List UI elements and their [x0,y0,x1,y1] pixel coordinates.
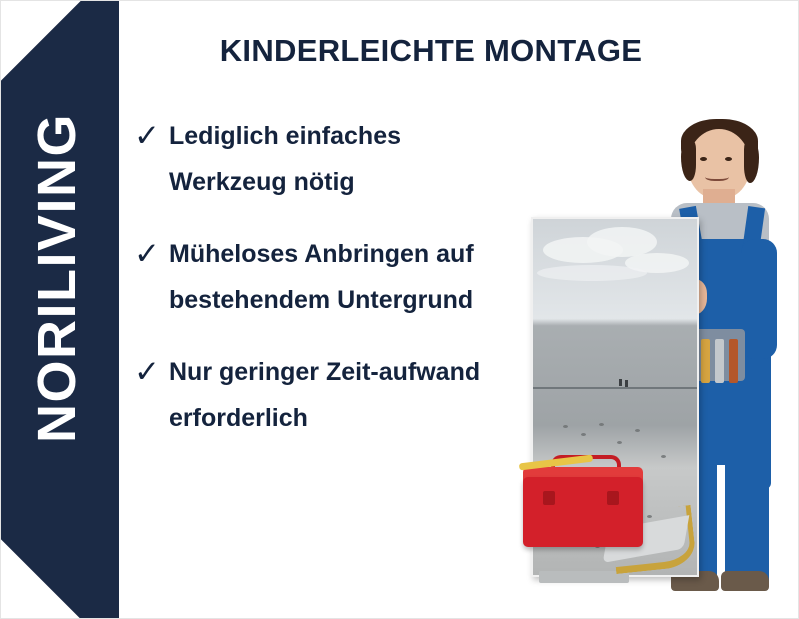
list-item [125,113,525,205]
list-item-label: Müheloses Anbringen auf bestehendem Untergrund [169,240,474,314]
horizon-line [533,387,697,389]
toolbox-latch [543,491,555,505]
list-item-label: Lediglich einfaches Werkzeug nötig [169,122,402,196]
list-item [125,349,525,441]
cloud [537,265,647,281]
check-icon: ✓ [134,118,160,154]
worker-shoe-right [721,571,769,591]
worker-smile [705,171,729,181]
worker-eye-left [700,157,707,161]
toolbox-latch [607,491,619,505]
footprint [599,423,604,426]
pocket-tool-screwdriver [701,339,710,383]
check-icon: ✓ [134,236,160,272]
feature-list [125,113,525,467]
footprint [635,429,640,432]
pocket-tool-wrench [715,339,724,383]
check-icon: ✓ [134,354,160,390]
brand-bar [1,1,119,619]
list-item [125,231,525,323]
brand-name: NORILIVING [27,113,87,444]
worker-hair-left [681,141,696,181]
page-title: KINDERLEICHTE MONTAGE [219,33,643,68]
product-photo [495,119,795,599]
footprint [661,455,666,458]
worker-hair-right [744,141,759,183]
worker-eye-right [725,157,732,161]
list-item-label: Nur geringer Zeit-aufwand erforderlich [169,358,481,432]
footprint [563,425,568,428]
worker-arm-right [741,239,777,359]
footprint [617,441,622,444]
distant-person [619,379,622,386]
pocket-tool-hammer [729,339,738,383]
distant-person [625,380,628,387]
worker-leg-gap [717,465,725,587]
footprint [581,433,586,436]
toolbox [523,477,643,547]
